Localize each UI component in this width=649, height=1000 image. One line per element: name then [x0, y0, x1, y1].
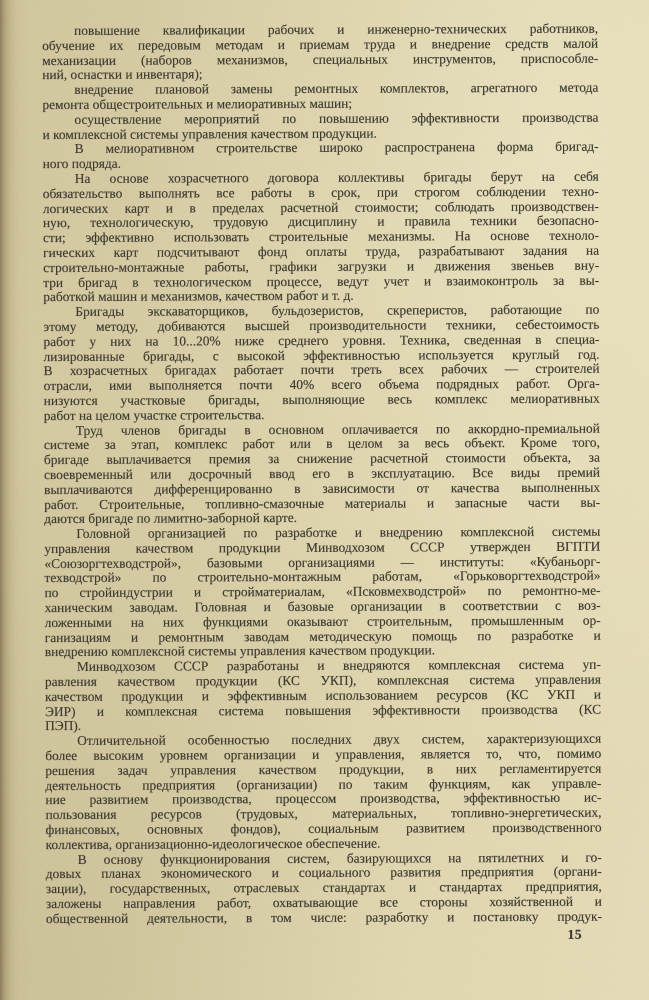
page-number: 15 — [567, 926, 583, 942]
text-line: Отличительной особенностью последних двух систем, характеризующихся — [77, 730, 602, 749]
text-line: Труд членов бригады в основном оплачивается по аккордно-премиальной — [75, 420, 600, 438]
text-line: строительно-монтажные работы, графики загрузки и движения звеньев вну- — [43, 257, 600, 275]
text-line: ПЭП). — [45, 718, 82, 734]
text-line: работкой машин и механизмов, качеством работ и т. д. — [43, 287, 354, 305]
text-line: деятельность предприятия (организации) по таким функциям, как управле- — [45, 775, 602, 793]
paragraph — [43, 140, 599, 172]
text-line: работ на целом участке строительства. — [43, 406, 265, 423]
text-line: по стройиндустрии и стройматериалам, «Псковмехводстрой» по ремонтно-ме- — [44, 582, 601, 601]
text-line: сти; эффективно использовать строительные механизмы. На основе техноло- — [42, 227, 599, 246]
text-line: логических карт и в пределах расчетной стоимости; соблюдать производствен- — [42, 198, 599, 216]
text-line: и комплексной системы управления качеством продукции. — [42, 125, 377, 142]
paragraph — [46, 850, 602, 926]
text-line: В мелиоративном строительстве широко распространена форма бригад- — [74, 138, 599, 157]
text-line: гических карт подсчитывают фонд оплаты труда, разрабатывают задания на — [42, 242, 600, 260]
text-line: более высоким уровнем организации и управления, является то, что, помимо — [45, 745, 602, 764]
text-line: обязательство выполнять все работы в срок, при строгом соблюдении техно- — [42, 183, 599, 201]
text-line: даются бригаде по лимитно-заборной карте. — [44, 510, 298, 527]
text-line: ную, технологическую, трудовую дисциплину и правила техники безопасно- — [42, 212, 599, 231]
text-line: решения задач управления качеством продукции, в них регламентируется — [45, 760, 602, 778]
paragraph — [42, 81, 598, 113]
paragraph — [44, 421, 600, 527]
text-line: общественной деятельности, в том числе: разработку и постановку продук- — [45, 908, 602, 926]
text-line: ЭИР) и комплексная система повышения эффективности производства (КС — [44, 701, 602, 719]
text-line: качеством продукции и эффективным использованием ресурсов (КС УКП и — [44, 686, 601, 704]
text-line: ного подряда. — [42, 155, 121, 172]
text-line: отрасли, ими выполняется почти 40% всего объема подрядных работ. Орга- — [43, 375, 600, 394]
text-line: ложенными на них функциями оказывают строительным, промышленным ор- — [44, 612, 601, 630]
text-line: равления качеством продукции (КС УКП), комплексная система управления — [44, 671, 601, 690]
paragraph — [44, 525, 601, 661]
text-line: ремонта общестроительных и мелиоративных машин; — [42, 95, 353, 112]
text-line: внедрение плановой замены ремонтных комплектов, агрегатного метода — [74, 79, 599, 98]
text-line: Минводхозом СССР разработаны и внедряются комплексная система уп- — [76, 656, 601, 675]
text-line: механизации (наборов механизмов, специальных инструментов, приспособле- — [42, 50, 599, 68]
text-line: В хозрасчетных бригадах работает почти треть всех рабочих — строителей — [43, 360, 600, 379]
paragraph — [43, 303, 600, 424]
text-line: лизированные бригады, с высокой эффективностью используется круглый год. — [43, 346, 600, 364]
text-line: работ. Строительные, топливно-смазочные материалы и запасные части вы- — [44, 494, 601, 512]
text-line: осуществление мероприятий по повышению эффективности производства — [74, 109, 599, 127]
text-line: выплачиваются дифференцированно в зависимости от качества выполненных — [43, 479, 601, 497]
text-line: ние развитием производства, процессом производства, эффективностью ис- — [45, 790, 602, 808]
paragraph — [45, 658, 601, 734]
text-line: низуются участковые бригады, выполняющие весь комплекс мелиоративных — [43, 390, 600, 408]
paragraph — [42, 22, 598, 84]
text-line: Головной организацией по разработке и внедрению комплексной системы — [76, 523, 601, 541]
text-line: этому методу, добиваются высшей производительности техники, себестоимость — [43, 316, 600, 334]
paragraph — [42, 110, 598, 142]
text-line: зации), государственных, отраслевых стандартах и стандартах предприятия, — [45, 878, 602, 897]
text-line: обучение их передовым методам и приемам труда и внедрение средств малой — [42, 35, 599, 53]
text-line: коллектива, организационно-идеологическое обеспечение. — [45, 835, 381, 852]
text-line: три бригад в технологическом процессе, ведут учет и взаимоконтроль за вы- — [43, 272, 600, 290]
text-line: ний, оснастки и инвентаря); — [42, 66, 203, 83]
text-line: внедрению комплексной системы управления качеством продукции. — [44, 642, 436, 660]
text-line: заложены направления работ, охватывающие все стороны хозяйственной и — [45, 893, 602, 912]
text-line: Бригады экскаваторщиков, бульдозеристов, скреперистов, работающие по — [75, 301, 600, 319]
text-line: бригаде выплачивается премия за снижение расчетной стоимости объекта, за — [43, 449, 600, 468]
text-line: ганизациям и ремонтным заводам методическую помощь по разработке и — [44, 627, 601, 645]
text-line: своевременный или досрочный ввод его в эксплуатацию. Все виды премий — [43, 464, 600, 482]
paragraphs-container — [42, 22, 602, 927]
text-line: довых планах экономического и социального развития предприятия (органи- — [45, 863, 602, 882]
text-line: На основе хозрасчетного договора коллективы бригады берут на себя — [74, 168, 599, 186]
page-text — [42, 22, 602, 945]
text-line: «Союзоргтехводстрой», базовыми организациями — институты: «Кубаньорг- — [44, 553, 601, 571]
text-line: работ у них на 10...20% ниже среднего уровня. Техника, сведенная в специа- — [43, 331, 600, 349]
text-line: ханическим заводам. Головная и базовые организации в соответствии с воз- — [44, 597, 601, 616]
text-line: финансовых, основных фондов), социальным развитием производственного — [45, 819, 602, 838]
paragraph — [45, 732, 602, 853]
text-line: техводстрой» по строительно-монтажным работам, «Горьковоргтехводстрой» — [44, 568, 601, 586]
text-line: системе за этап, комплекс работ или в целом за весь объект. Кроме того, — [43, 434, 600, 453]
paragraph — [43, 170, 600, 306]
text-line: повышение квалификации рабочих и инженерно-технических работников, — [73, 20, 599, 38]
text-line: В основу функционирования систем, базирующихся на пятилетних и го- — [77, 849, 602, 867]
text-line: управления качеством продукции Минводхозом СССР утвержден ВГПТИ — [44, 538, 601, 556]
text-line: пользования ресурсов (трудовых, материальных, топливно-энергетических, — [45, 804, 602, 823]
